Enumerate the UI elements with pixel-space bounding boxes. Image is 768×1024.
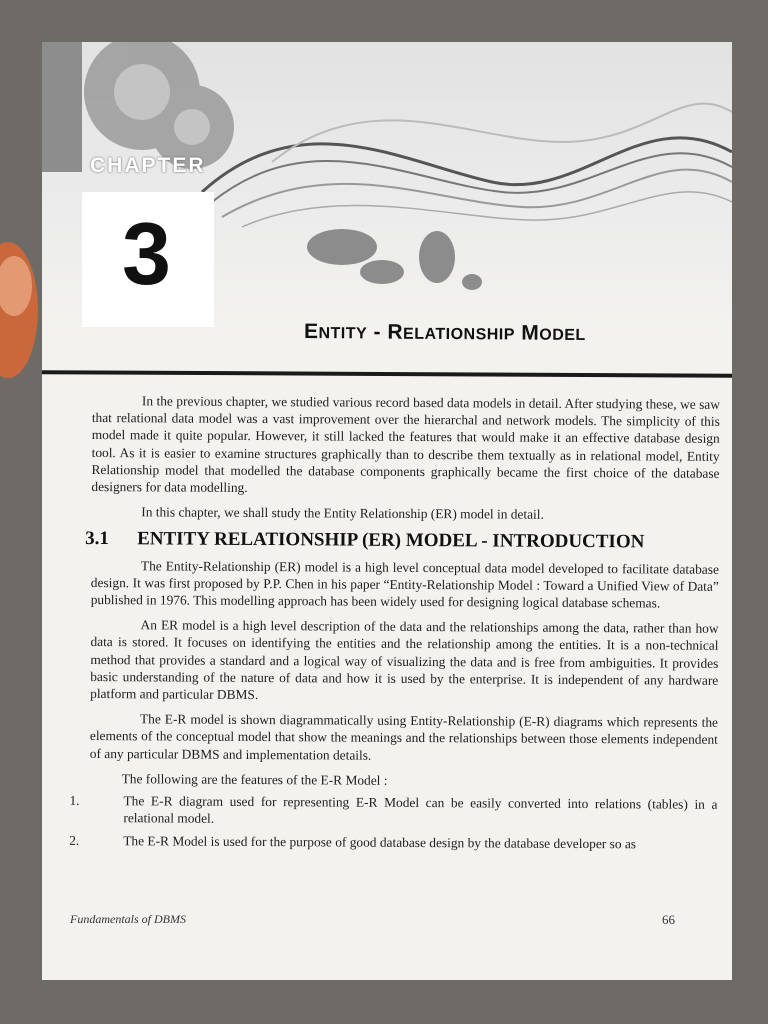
list-item: 2. The E-R Model is used for the purpose of good database design by the database developer so as xyxy=(69,833,637,852)
chapter-number-box xyxy=(82,192,214,327)
section-paragraph-3: The E-R model is shown diagrammatically using Entity-Relationship (E-R) diagrams which represents the elements of the conceptual model that show the meanings and the relationships between those elements independent of any particular DBMS and implementation details. xyxy=(89,711,719,763)
section-paragraph-2: An ER model is a high level description of the data and the relationships among the data, rather than how data is stored. It focuses on identifying the entities and the relationship among the entities. It is a non-technical method that provides a standard and a logical way of visualizing the data and is free from ambiguities. It provides basic understanding of the nature of data and how it is used by the enterprise. It is independent of any hardware platform and particular DBMS. xyxy=(90,617,719,703)
list-item: 1. The E-R diagram used for representing E-R Model can be easily converted into relations (tables) in a relational model. xyxy=(69,792,718,827)
chapter-title: ENTITY - RELATIONSHIP MODEL xyxy=(303,320,586,345)
section-title: ENTITY RELATIONSHIP (ER) MODEL - INTRODUCTION xyxy=(137,528,645,553)
chapter-number: 3 xyxy=(122,204,171,303)
title-rule xyxy=(42,370,732,378)
section-number: 3.1 xyxy=(85,528,109,550)
body-text xyxy=(69,392,720,859)
section-paragraph-1: The Entity-Relationship (ER) model is a high level conceptual data model developed to facilitate database design. It was first proposed by P.P. Chen in his paper “Entity-Relationship Model : Toward a Unified View of Data” published in 1976. This modelling approach has been widely used for designing logical database schemas. xyxy=(90,557,719,611)
finger-photo-artifact xyxy=(0,240,50,400)
chapter-banner xyxy=(42,42,732,332)
page-number: 66 xyxy=(662,912,675,927)
intro-paragraph-1: In the previous chapter, we studied various record based data models in detail. After studying these, we saw that relational data model was a vast improvement over the hierarchal and network models. The simplicity of this model made it quite popular. However, it still lacked the features that would make it an effective database design tool. As it is easier to examine structures graphically than to describe them textually as in relational model, Entity Relationship model that modelled the database components graphically became the first choice of the database designers for data modelling. xyxy=(91,393,720,495)
features-intro: The following are the features of the E-R Model : xyxy=(121,771,388,788)
features-list xyxy=(69,792,718,853)
section-heading xyxy=(85,530,719,551)
chapter-label: CHAPTER xyxy=(90,154,206,177)
footer-book-title: Fundamentals of DBMS xyxy=(70,912,186,926)
intro-paragraph-2: In this chapter, we shall study the Entity Relationship (ER) model in detail. xyxy=(141,504,544,522)
book-page xyxy=(42,42,732,980)
